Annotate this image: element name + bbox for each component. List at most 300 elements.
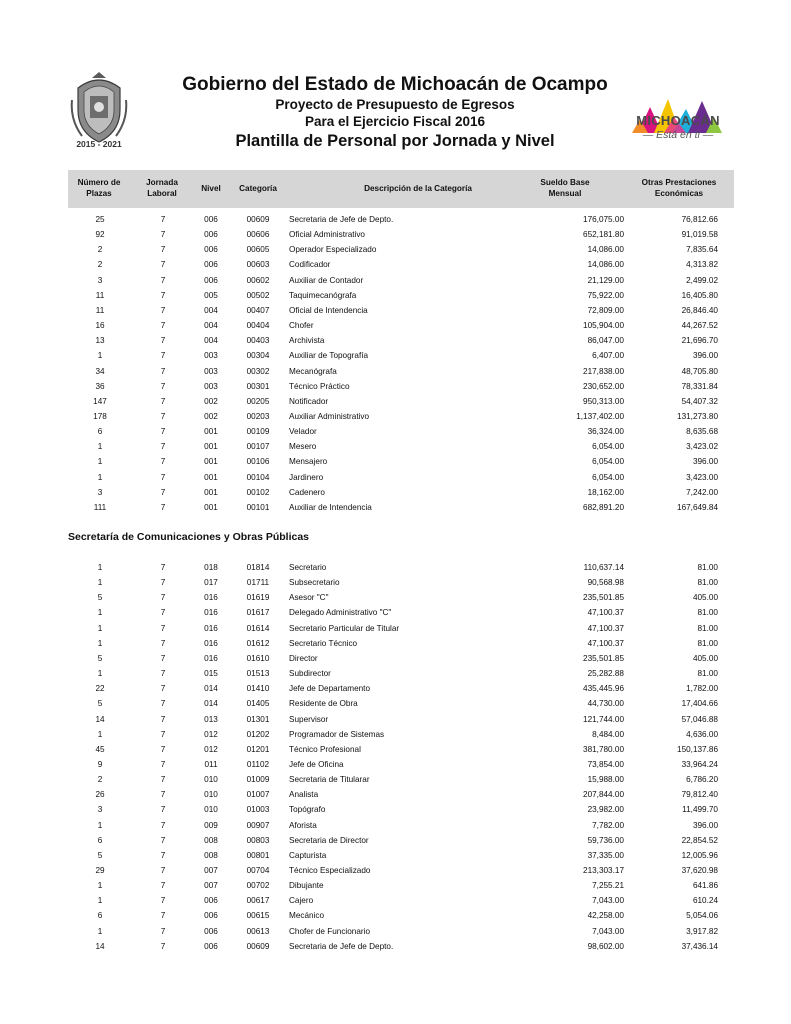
cell-otras: 131,273.80: [677, 411, 718, 421]
cell-nivel: 006: [204, 941, 218, 951]
cell-sueldo: 435,445.96: [583, 684, 624, 694]
cell-nivel: 001: [204, 487, 218, 497]
table-row: [0, 382, 791, 397]
cell-categoria: 00801: [246, 850, 270, 860]
table-row: [0, 684, 791, 699]
cell-sueldo: 652,181.80: [583, 230, 624, 240]
cell-plazas: 1: [97, 881, 103, 891]
cell-otras: 6,786.20: [686, 775, 718, 785]
cell-descripcion: Secretario: [289, 563, 327, 572]
table-row: [0, 473, 791, 488]
cell-categoria: 00605: [246, 245, 270, 255]
cell-sueldo: 47,100.37: [587, 608, 624, 618]
logo-tagline: — Está en ti —: [642, 129, 714, 141]
cell-descripcion: Chofer de Funcionario: [289, 926, 371, 936]
cell-plazas: 2: [97, 260, 103, 270]
cell-otras: 78,331.84: [681, 381, 718, 391]
cell-descripcion: Técnico Especializado: [289, 866, 371, 875]
cell-descripcion: Supervisor: [289, 714, 329, 724]
cell-sueldo: 47,100.37: [587, 638, 624, 648]
cell-jornada: 7: [160, 578, 166, 588]
cell-categoria: 01814: [246, 563, 270, 572]
cell-plazas: 147: [93, 396, 107, 406]
cell-jornada: 7: [160, 896, 166, 906]
cell-jornada: 7: [160, 775, 166, 785]
cell-jornada: 7: [160, 457, 166, 467]
cell-sueldo: 1,137,402.00: [576, 411, 624, 421]
table-row: [0, 669, 791, 684]
cell-jornada: 7: [160, 638, 166, 648]
cell-nivel: 001: [204, 472, 218, 482]
table-row: [0, 351, 791, 366]
cell-otras: 26,846.40: [681, 305, 718, 315]
table-row: [0, 715, 791, 730]
cell-plazas: 6: [97, 835, 103, 845]
table-row: [0, 790, 791, 805]
cell-nivel: 007: [204, 881, 218, 891]
cell-nivel: 001: [204, 502, 218, 512]
cell-otras: 33,964.24: [681, 759, 718, 769]
cell-sueldo: 90,568.98: [587, 578, 624, 588]
cell-sueldo: 44,730.00: [587, 699, 624, 709]
cell-categoria: 00205: [246, 396, 270, 406]
cell-nivel: 017: [204, 578, 218, 588]
page-title: Gobierno del Estado de Michoacán de Ocampo: [182, 74, 608, 95]
col-header-jornada: Jornada Laboral: [146, 178, 178, 198]
cell-plazas: 16: [95, 321, 105, 331]
cell-plazas: 5: [97, 850, 103, 860]
cell-categoria: 01007: [246, 790, 270, 800]
cell-sueldo: 7,255.21: [592, 881, 624, 891]
cell-descripcion: Auxiliar de Topografía: [289, 351, 369, 361]
cell-plazas: 92: [95, 230, 105, 240]
cell-categoria: 00304: [246, 351, 270, 361]
cell-descripcion: Chofer: [289, 321, 314, 331]
cell-sueldo: 59,736.00: [587, 835, 624, 845]
table-row: [0, 911, 791, 926]
cell-plazas: 25: [95, 215, 105, 224]
cell-plazas: 45: [95, 744, 105, 754]
cell-descripcion: Archivista: [289, 336, 325, 346]
cell-categoria: 00603: [246, 260, 270, 270]
cell-plazas: 5: [97, 653, 103, 663]
cell-nivel: 001: [204, 442, 218, 452]
cell-categoria: 01202: [246, 729, 270, 739]
cell-categoria: 00301: [246, 381, 270, 391]
table-row: [0, 276, 791, 291]
cell-descripcion: Mesero: [289, 442, 317, 452]
cell-sueldo: 21,129.00: [587, 275, 624, 285]
cell-categoria: 00702: [246, 881, 270, 891]
table-header: [68, 170, 734, 208]
table-row: [0, 578, 791, 593]
cell-descripcion: Oficial de Intendencia: [289, 305, 368, 315]
cell-jornada: 7: [160, 699, 166, 709]
cell-sueldo: 950,313.00: [583, 396, 624, 406]
cell-descripcion: Auxiliar de Intendencia: [289, 502, 372, 512]
title-block: [170, 74, 620, 152]
cell-sueldo: 15,988.00: [587, 775, 624, 785]
cell-sueldo: 235,501.85: [583, 653, 624, 663]
cell-categoria: 01513: [246, 669, 270, 679]
cell-categoria: 01009: [246, 775, 270, 785]
cell-sueldo: 72,809.00: [587, 305, 624, 315]
cell-plazas: 6: [97, 427, 103, 437]
cell-nivel: 009: [204, 820, 218, 830]
cell-categoria: 01102: [246, 759, 270, 769]
cell-jornada: 7: [160, 396, 166, 406]
cell-jornada: 7: [160, 669, 166, 679]
table-row: [0, 367, 791, 382]
cell-categoria: 00203: [246, 411, 270, 421]
cell-jornada: 7: [160, 835, 166, 845]
cell-descripcion: Auxiliar Administrativo: [289, 411, 370, 421]
cell-nivel: 016: [204, 608, 218, 618]
cell-plazas: 9: [97, 759, 103, 769]
cell-jornada: 7: [160, 442, 166, 452]
cell-nivel: 003: [204, 381, 218, 391]
cell-categoria: 01405: [246, 699, 270, 709]
cell-sueldo: 6,407.00: [592, 351, 624, 361]
table-row: [0, 927, 791, 942]
cell-plazas: 3: [97, 275, 103, 285]
cell-descripcion: Secretario Particular de Titular: [289, 623, 400, 633]
cell-nivel: 001: [204, 457, 218, 467]
table-row: [0, 503, 791, 518]
cell-descripcion: Jardinero: [289, 472, 324, 482]
cell-descripcion: Capturista: [289, 850, 327, 860]
cell-jornada: 7: [160, 911, 166, 921]
cell-nivel: 005: [204, 290, 218, 300]
cell-nivel: 006: [204, 215, 218, 224]
cell-plazas: 1: [97, 578, 103, 588]
cell-jornada: 7: [160, 684, 166, 694]
cell-nivel: 006: [204, 896, 218, 906]
table-row: [0, 942, 791, 957]
cell-sueldo: 8,484.00: [592, 729, 624, 739]
cell-sueldo: 14,086.00: [587, 260, 624, 270]
cell-nivel: 003: [204, 351, 218, 361]
cell-descripcion: Oficial Administrativo: [289, 230, 365, 240]
cell-plazas: 34: [95, 366, 105, 376]
cell-sueldo: 381,780.00: [583, 744, 624, 754]
cell-jornada: 7: [160, 820, 166, 830]
cell-otras: 22,854.52: [681, 835, 718, 845]
cell-jornada: 7: [160, 260, 166, 270]
cell-categoria: 00107: [246, 442, 270, 452]
cell-sueldo: 86,047.00: [587, 336, 624, 346]
cell-nivel: 001: [204, 427, 218, 437]
cell-otras: 81.00: [697, 623, 718, 633]
cell-descripcion: Topógrafo: [289, 805, 326, 815]
table-row: [0, 730, 791, 745]
cell-plazas: 1: [97, 457, 103, 467]
cell-sueldo: 75,922.00: [587, 290, 624, 300]
table-row: [0, 442, 791, 457]
cell-nivel: 004: [204, 336, 218, 346]
cell-nivel: 010: [204, 790, 218, 800]
cell-nivel: 010: [204, 775, 218, 785]
cell-jornada: 7: [160, 805, 166, 815]
table-row: [0, 821, 791, 836]
table-row: [0, 427, 791, 442]
cell-nivel: 006: [204, 260, 218, 270]
cell-otras: 4,313.82: [686, 260, 718, 270]
cell-nivel: 016: [204, 593, 218, 603]
cell-jornada: 7: [160, 866, 166, 875]
cell-otras: 12,005.96: [681, 850, 718, 860]
table-row: [0, 593, 791, 608]
cell-jornada: 7: [160, 502, 166, 512]
col-header-descripcion: Descripción de la Categoría: [364, 184, 472, 193]
cell-descripcion: Programador de Sistemas: [289, 729, 385, 739]
cell-descripcion: Subdirector: [289, 669, 331, 679]
cell-sueldo: 6,054.00: [592, 457, 624, 467]
cell-nivel: 002: [204, 396, 218, 406]
table-row: [0, 336, 791, 351]
cell-nivel: 014: [204, 684, 218, 694]
cell-sueldo: 25,282.88: [587, 669, 624, 679]
cell-otras: 81.00: [697, 669, 718, 679]
cell-sueldo: 105,904.00: [583, 321, 624, 331]
cell-descripcion: Auxiliar de Contador: [289, 275, 364, 285]
cell-descripcion: Cadenero: [289, 487, 325, 497]
cell-plazas: 1: [97, 638, 103, 648]
cell-jornada: 7: [160, 744, 166, 754]
cell-descripcion: Secretaria de Director: [289, 835, 369, 845]
cell-categoria: 01617: [246, 608, 270, 618]
cell-otras: 81.00: [697, 563, 718, 572]
cell-categoria: 00109: [246, 427, 270, 437]
cell-otras: 91,019.58: [681, 230, 718, 240]
cell-otras: 81.00: [697, 608, 718, 618]
table-row: [0, 291, 791, 306]
cell-nivel: 003: [204, 366, 218, 376]
cell-plazas: 14: [95, 714, 105, 724]
cell-jornada: 7: [160, 321, 166, 331]
table-row: [0, 563, 791, 578]
cell-plazas: 1: [97, 820, 103, 830]
table-row: [0, 805, 791, 820]
cell-sueldo: 23,982.00: [587, 805, 624, 815]
cell-plazas: 1: [97, 472, 103, 482]
cell-jornada: 7: [160, 487, 166, 497]
cell-otras: 48,705.80: [681, 366, 718, 376]
table-row: [0, 397, 791, 412]
cell-descripcion: Técnico Práctico: [289, 381, 350, 391]
cell-plazas: 13: [95, 336, 105, 346]
cell-descripcion: Mecánico: [289, 911, 325, 921]
cell-jornada: 7: [160, 729, 166, 739]
table-row: [0, 639, 791, 654]
cell-nivel: 016: [204, 623, 218, 633]
table-row: [0, 745, 791, 760]
cell-jornada: 7: [160, 381, 166, 391]
cell-plazas: 1: [97, 608, 103, 618]
cell-sueldo: 18,162.00: [587, 487, 624, 497]
cell-plazas: 1: [97, 669, 103, 679]
cell-otras: 167,649.84: [677, 502, 718, 512]
cell-descripcion: Dibujante: [289, 881, 324, 891]
page-subtitle-budget: Proyecto de Presupuesto de Egresos: [275, 97, 515, 112]
cell-categoria: 00803: [246, 835, 270, 845]
table-row: [0, 775, 791, 790]
cell-nivel: 015: [204, 669, 218, 679]
cell-categoria: 00104: [246, 472, 270, 482]
table-row: [0, 230, 791, 245]
cell-descripcion: Cajero: [289, 896, 314, 906]
cell-jornada: 7: [160, 623, 166, 633]
cell-nivel: 006: [204, 911, 218, 921]
cell-nivel: 012: [204, 744, 218, 754]
cell-otras: 3,423.00: [686, 472, 718, 482]
cell-descripcion: Subsecretario: [289, 578, 340, 588]
cell-categoria: 01612: [246, 638, 270, 648]
cell-nivel: 010: [204, 805, 218, 815]
cell-sueldo: 98,602.00: [587, 941, 624, 951]
cell-categoria: 00407: [246, 305, 270, 315]
cell-otras: 8,635.68: [686, 427, 718, 437]
cell-plazas: 11: [95, 305, 105, 315]
table-row: [0, 866, 791, 881]
table-row: [0, 896, 791, 911]
cell-plazas: 1: [97, 896, 103, 906]
table-row: [0, 245, 791, 260]
cell-jornada: 7: [160, 275, 166, 285]
table-row: [0, 488, 791, 503]
cell-categoria: 00609: [246, 941, 270, 951]
cell-plazas: 2: [97, 245, 103, 255]
cell-sueldo: 6,054.00: [592, 442, 624, 452]
cell-categoria: 01614: [246, 623, 270, 633]
cell-nivel: 007: [204, 866, 218, 875]
table-row: [0, 321, 791, 336]
cell-otras: 396.00: [692, 820, 718, 830]
cell-otras: 5,054.06: [686, 911, 718, 921]
cell-descripcion: Jefe de Oficina: [289, 759, 344, 769]
table-row: [0, 457, 791, 472]
cell-otras: 81.00: [697, 638, 718, 648]
cell-nivel: 018: [204, 563, 218, 572]
cell-jornada: 7: [160, 881, 166, 891]
cell-otras: 396.00: [692, 457, 718, 467]
cell-descripcion: Mensajero: [289, 457, 328, 467]
cell-plazas: 14: [95, 941, 105, 951]
cell-descripcion: Técnico Profesional: [289, 744, 361, 754]
cell-jornada: 7: [160, 608, 166, 618]
cell-otras: 79,812.40: [681, 790, 718, 800]
cell-otras: 610.24: [692, 896, 718, 906]
cell-jornada: 7: [160, 790, 166, 800]
cell-otras: 2,499.02: [686, 275, 718, 285]
logo-wordmark: MICHOACÁN: [636, 113, 720, 128]
cell-plazas: 178: [93, 411, 107, 421]
cell-descripcion: Codificador: [289, 260, 331, 270]
cell-jornada: 7: [160, 714, 166, 724]
cell-otras: 76,812.66: [681, 215, 718, 224]
cell-sueldo: 36,324.00: [587, 427, 624, 437]
cell-jornada: 7: [160, 290, 166, 300]
cell-sueldo: 47,100.37: [587, 623, 624, 633]
cell-nivel: 014: [204, 699, 218, 709]
cell-jornada: 7: [160, 366, 166, 376]
cell-categoria: 01201: [246, 744, 270, 754]
cell-descripcion: Director: [289, 653, 318, 663]
cell-plazas: 11: [95, 290, 105, 300]
cell-plazas: 1: [97, 442, 103, 452]
cell-categoria: 00606: [246, 230, 270, 240]
cell-categoria: 00617: [246, 896, 270, 906]
cell-jornada: 7: [160, 336, 166, 346]
cell-descripcion: Operador Especializado: [289, 245, 377, 255]
cell-sueldo: 7,782.00: [592, 820, 624, 830]
cell-jornada: 7: [160, 563, 166, 572]
cell-nivel: 008: [204, 850, 218, 860]
section-title: Secretaría de Comunicaciones y Obras Públicas: [68, 531, 310, 543]
cell-plazas: 1: [97, 563, 103, 572]
cell-otras: 81.00: [697, 578, 718, 588]
cell-nivel: 016: [204, 653, 218, 663]
cell-otras: 150,137.86: [677, 744, 718, 754]
table-row: [0, 881, 791, 896]
cell-otras: 16,405.80: [681, 290, 718, 300]
cell-otras: 641.86: [692, 881, 718, 891]
table-row: [0, 624, 791, 639]
cell-jornada: 7: [160, 941, 166, 951]
page-subtitle-fiscal-year: Para el Ejercicio Fiscal 2016: [304, 114, 486, 129]
cell-categoria: 00404: [246, 321, 270, 331]
cell-nivel: 016: [204, 638, 218, 648]
cell-plazas: 3: [97, 805, 103, 815]
cell-plazas: 1: [97, 926, 103, 936]
cell-sueldo: 73,854.00: [587, 759, 624, 769]
cell-nivel: 006: [204, 230, 218, 240]
page-header: [0, 60, 791, 170]
col-header-otras: Otras Prestaciones Económicas: [641, 178, 717, 198]
cell-jornada: 7: [160, 593, 166, 603]
cell-sueldo: 682,891.20: [583, 502, 624, 512]
cell-descripcion: Secretario Técnico: [289, 638, 358, 648]
cell-descripcion: Mecanógrafa: [289, 366, 337, 376]
cell-plazas: 2: [97, 775, 103, 785]
cell-categoria: 01003: [246, 805, 270, 815]
cell-descripcion: Secretaria de Jefe de Depto.: [289, 215, 394, 224]
cell-jornada: 7: [160, 759, 166, 769]
cell-plazas: 22: [95, 684, 105, 694]
cell-sueldo: 37,335.00: [587, 850, 624, 860]
cell-otras: 4,636.00: [686, 729, 718, 739]
cell-otras: 21,696.70: [681, 336, 718, 346]
cell-jornada: 7: [160, 305, 166, 315]
col-header-categoria: Categoría: [239, 184, 277, 193]
cell-otras: 37,436.14: [681, 941, 718, 951]
cell-categoria: 01610: [246, 653, 270, 663]
cell-jornada: 7: [160, 427, 166, 437]
cell-otras: 3,423.02: [686, 442, 718, 452]
cell-otras: 54,407.32: [681, 396, 718, 406]
cell-plazas: 5: [97, 593, 103, 603]
cell-categoria: 01711: [246, 578, 270, 588]
cell-nivel: 008: [204, 835, 218, 845]
cell-otras: 17,404.66: [681, 699, 718, 709]
col-header-plazas: Número de Plazas: [77, 178, 121, 198]
cell-categoria: 00613: [246, 926, 270, 936]
cell-sueldo: 42,258.00: [587, 911, 624, 921]
cell-jornada: 7: [160, 230, 166, 240]
cell-jornada: 7: [160, 245, 166, 255]
cell-sueldo: 217,838.00: [583, 366, 624, 376]
cell-sueldo: 230,652.00: [583, 381, 624, 391]
